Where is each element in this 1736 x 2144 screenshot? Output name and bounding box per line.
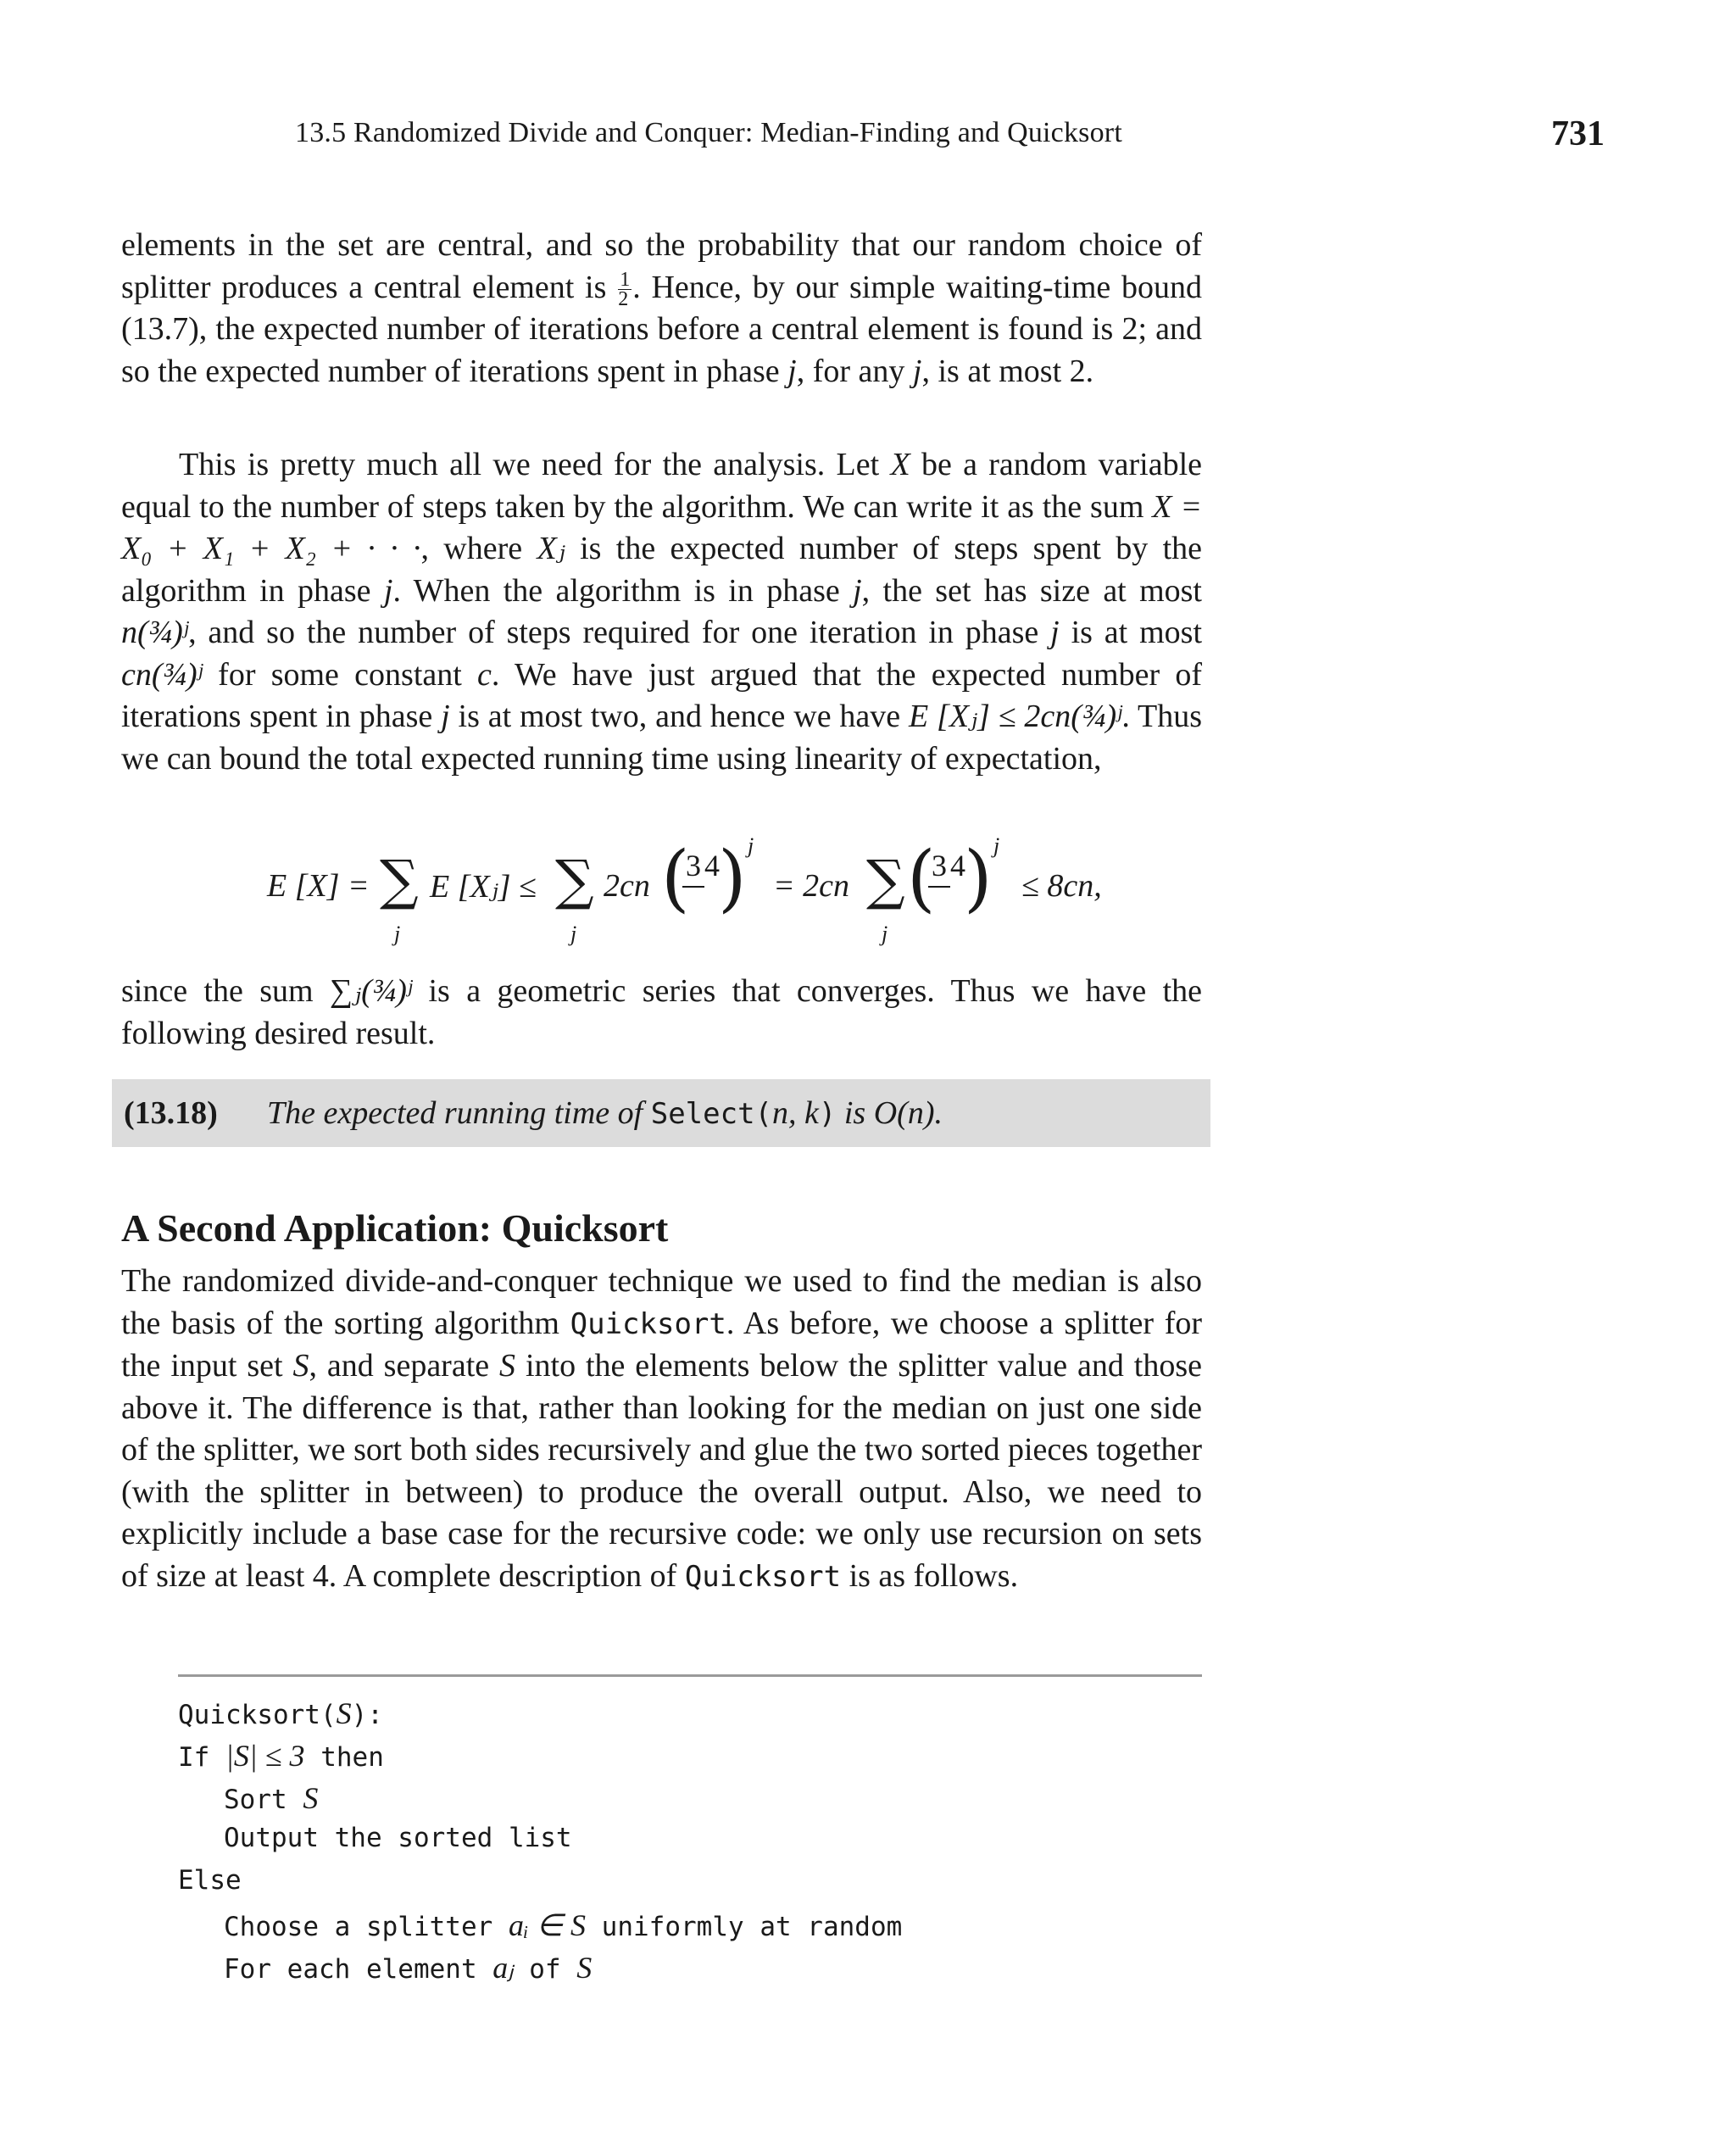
series-expression: ∑ⱼ(¾)ʲ: [329, 973, 413, 1009]
size-expression: n(¾)ʲ: [121, 615, 189, 650]
theorem-box: [112, 1079, 1210, 1147]
section-heading: A Second Application: Quicksort: [121, 1206, 669, 1250]
sigma-symbol: ∑: [866, 849, 905, 912]
running-head: 13.5 Randomized Divide and Conquer: Median-Finding and Quicksort: [295, 117, 1122, 148]
page-number: 731: [1551, 114, 1605, 153]
sum-expression: X = X₀ + X₁ + X₂ + · · ·: [121, 488, 1203, 566]
code-line-6: Choose a splitter aᵢ ∈ S uniformly at random: [224, 1908, 903, 1942]
code-line-5: Else: [178, 1865, 242, 1896]
code-line-2: If |S| ≤ 3 then: [178, 1739, 384, 1773]
paragraph-4: The randomized divide-and-conquer technique we used to find the median is also the basis of the sorting algorithm Quicksort. As before, we choose a splitter for the input set S, and separate S into the elements below the splitter value and those above it. The difference is that, rather than looking for the median on just one side of the splitter, we sort both sides recursively and glue the two sorted pieces together (with the splitter in between) to produce the overall output. Also, we need to explicitly include a base case for the recursive code: we only use recursion on sets of size at least 4. A complete description of Quicksort is as follows.: [121, 1263, 1203, 1594]
theorem-number: (13.18): [124, 1095, 218, 1131]
code-line-4: Output the sorted list: [224, 1823, 572, 1853]
bound-expression: E [Xⱼ] ≤ 2cn(¾)ʲ: [909, 699, 1122, 734]
theorem-statement: The expected running time of Select(n, k) is O(n).: [267, 1095, 943, 1131]
paragraph-3: since the sum ∑ⱼ(¾)ʲ is a geometric series that converges. Thus we have the following desired result.: [121, 973, 1202, 1051]
code-top-rule: [178, 1674, 1202, 1677]
code-line-3: Sort S: [224, 1781, 319, 1815]
code-line-7: For each element aⱼ of S: [224, 1951, 593, 1985]
fraction-three-quarters: 3 4: [928, 850, 965, 881]
cost-expression: cn(¾)ʲ: [121, 656, 203, 693]
code-line-1: Quicksort(S):: [178, 1696, 383, 1730]
sigma-symbol: ∑: [555, 849, 594, 912]
sigma-symbol: ∑: [380, 849, 419, 912]
fraction-one-half: $\frac{1}{2}$: [618, 269, 631, 311]
paragraph-2: This is pretty much all we need for the analysis. Let X be a random variable equal to the number of steps taken by the algorithm. We can write it as the sum X = X₀ + X₁ + X₂ + · · ·, where Xⱼ is the expected number of steps spent by the algorithm in phase j. When the algorithm is in phase j, the set has size at most n(¾)ʲ, and so the number of steps required for one iteration in phase j is at most cn(¾)ʲ for some constant c. We have just argued that the expected number of iterations spent in phase j is at most two, and hence we have E [Xⱼ] ≤ 2cn(¾)ʲ. Thus we can bound the total expected running time using linearity of expectation,: [121, 447, 1203, 777]
paragraph-1: elements in the set are central, and so the probability that our random choice of splitter produces a central element is $\frac{1}{2}$ . Hence, by our simple waiting-time bound (13.7), the expected number of iterations before a central element is found is 2; and so the expected number of iterations spent in phase j, for any j, is at most 2.: [121, 227, 1203, 389]
fraction-three-quarters: 3 4: [682, 850, 720, 881]
display-equation: E [X] = ∑ j E [Xⱼ] ≤ ∑ j 2cn ( 3 4 ) j = 2cn ∑ j ( 3 4 ) j ≤ 8cn,: [267, 833, 1102, 946]
